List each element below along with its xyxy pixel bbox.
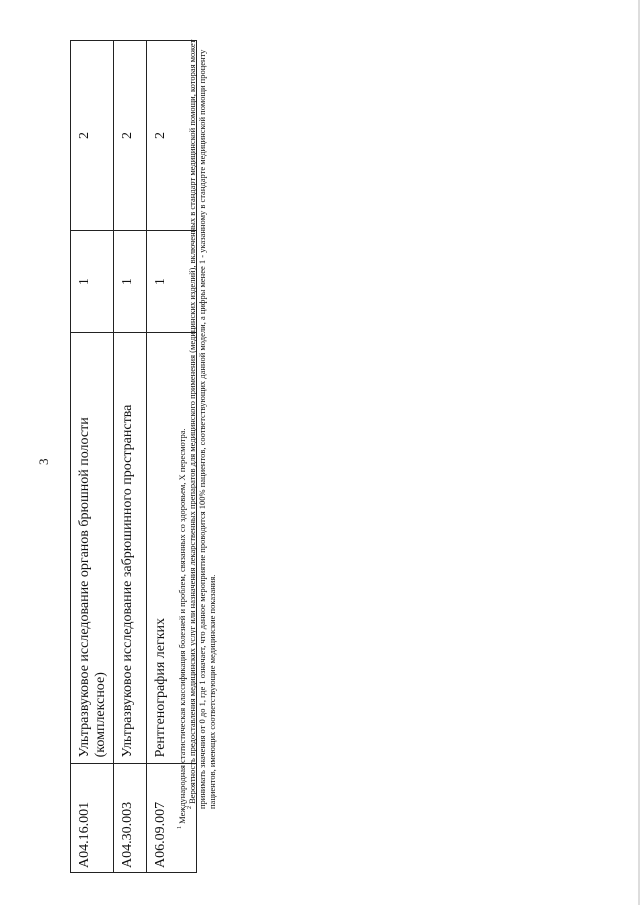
- footnote-1-mark: 1: [177, 826, 183, 829]
- footnote-2: [187, 9, 217, 839]
- table-row: [71, 41, 114, 873]
- service-name-cell: Ультразвуковое исследование органов брюшной полости (комплексное): [71, 333, 114, 764]
- page-number: 3: [36, 458, 51, 465]
- service-name-cell: Рентгенография легких: [147, 333, 197, 764]
- frequency-cell: 1: [147, 231, 197, 333]
- multiplicity-cell: 2: [71, 41, 114, 231]
- frequency-cell: 1: [71, 231, 114, 333]
- multiplicity-cell: 2: [147, 41, 197, 231]
- footnote-1-text: Международная статистическая классификация болезней и проблем, связанных со здоровьем, X пересмотра.: [177, 428, 187, 824]
- service-code-cell: A04.16.001: [71, 764, 114, 873]
- footnotes: [177, 9, 217, 839]
- service-code-cell: A04.30.003: [114, 764, 147, 873]
- frequency-cell: 1: [114, 231, 147, 333]
- footnote-1: [177, 9, 187, 839]
- service-code-cell: A06.09.007: [147, 764, 197, 873]
- footnote-2-text: Вероятность предоставления медицинских услуг или назначения лекарственных препаратов для медицинского применения (медицинских изделий), включенных в стандарт медицинской помощи, которая может принимать значения от 0 до 1, где 1 означает, что данное мероприятие проводится 100% пациентов, соответствующих данной модели, а цифры менее 1 - указанному в стандарте медицинской помощи проценту пациентов, имеющих соответствующие медицинские показания.: [187, 39, 217, 809]
- table-row: [114, 41, 147, 873]
- footnote-2-mark: 2: [187, 806, 193, 809]
- service-name-cell: Ультразвуковое исследование забрюшинного пространства: [114, 333, 147, 764]
- multiplicity-cell: 2: [114, 41, 147, 231]
